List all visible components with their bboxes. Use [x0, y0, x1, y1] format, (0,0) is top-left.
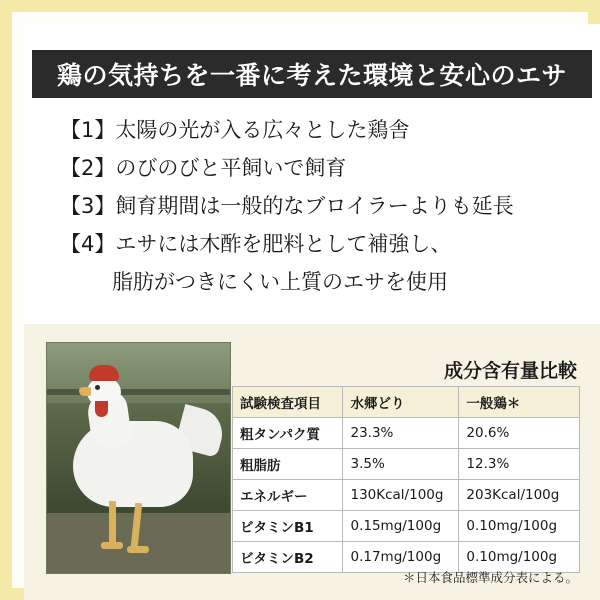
cell-label: エネルギー: [233, 480, 343, 511]
list-item-continuation: 脂肪がつきにくい上質のエサを使用: [112, 270, 448, 294]
cell-label: 粗タンパク質: [233, 418, 343, 449]
heading-title: 鶏の気持ちを一番に考えた環境と安心のエサ: [56, 61, 567, 90]
cell-value-general: 20.6%: [459, 418, 580, 449]
table-header-row: [233, 387, 580, 418]
table-footnote: ＊日本食品標準成分表による。: [402, 570, 578, 585]
column-header-item: 試験検査項目: [233, 387, 343, 418]
column-header-suigo: 水郷どり: [343, 387, 459, 418]
chicken-comb: [89, 365, 119, 381]
cell-value-general: 203Kcal/100g: [459, 480, 580, 511]
chicken-wattle: [95, 401, 108, 417]
chicken-foot: [127, 546, 149, 553]
cell-label: 粗脂肪: [233, 449, 343, 480]
poster-inner: [24, 24, 600, 600]
chicken-eye: [95, 385, 100, 390]
chicken-beak: [79, 387, 91, 396]
nutrition-table: [232, 386, 580, 573]
lower-section: [24, 324, 600, 600]
cell-label: ビタミンB1: [233, 511, 343, 542]
table-row: [233, 449, 580, 480]
cell-value-general: 0.10mg/100g: [459, 542, 580, 573]
table-row: [233, 418, 580, 449]
list-item: 【1】太陽の光が入る広々とした鶏舎: [60, 118, 410, 142]
cell-label: ビタミンB2: [233, 542, 343, 573]
list-item: 【2】のびのびと平飼いで飼育: [60, 156, 347, 180]
chicken-photo: [46, 342, 231, 574]
cell-value-suigo: 3.5%: [343, 449, 459, 480]
photo-fence: [47, 389, 230, 395]
chicken-foot: [101, 542, 123, 549]
cell-value-suigo: 0.15mg/100g: [343, 511, 459, 542]
feature-list: [60, 120, 580, 310]
cell-value-suigo: 0.17mg/100g: [343, 542, 459, 573]
table-title: 成分含有量比較: [444, 360, 578, 382]
list-item: 【4】エサには木酢を肥料として補強し、: [60, 232, 452, 256]
cell-value-general: 12.3%: [459, 449, 580, 480]
heading-banner: [32, 50, 592, 98]
list-item: 【3】飼育期間は一般的なブロイラーよりも延長: [60, 194, 514, 218]
chicken-leg: [109, 501, 116, 545]
cell-value-general: 0.10mg/100g: [459, 511, 580, 542]
cell-value-suigo: 130Kcal/100g: [343, 480, 459, 511]
table-row: [233, 511, 580, 542]
cell-value-suigo: 23.3%: [343, 418, 459, 449]
table-row: [233, 480, 580, 511]
column-header-general: 一般鶏＊: [459, 387, 580, 418]
